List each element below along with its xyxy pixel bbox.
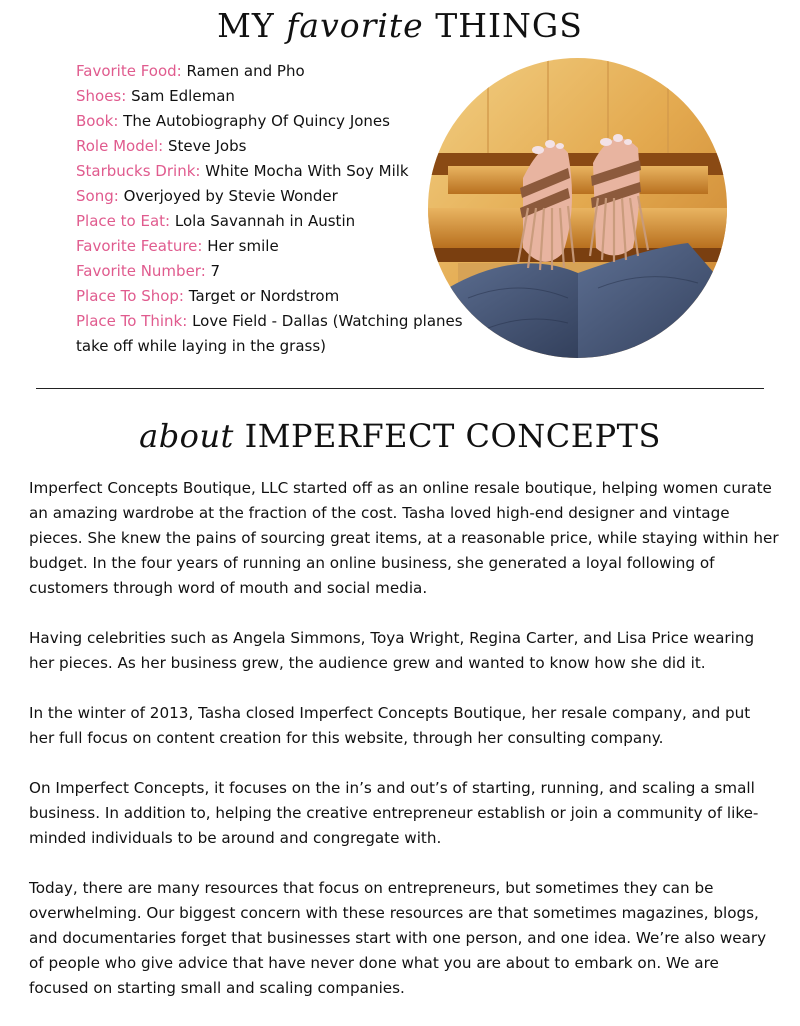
favorite-key: Place to Eat: <box>76 212 171 230</box>
favorite-value: White Mocha With Soy Milk <box>205 162 409 180</box>
section-divider <box>36 388 764 389</box>
about-paragraph: On Imperfect Concepts, it focuses on the in’s and out’s of starting, running, and scaling a small business. In addition to, helping the creative entrepreneur establish or join a community of like-minded individuals to be around and congregate with. <box>29 779 759 847</box>
about-title-rest: IMPERFECT CONCEPTS <box>244 417 661 455</box>
favorite-key: Book: <box>76 112 119 130</box>
feet-on-bench-photo <box>428 58 727 358</box>
about-paragraph: Having celebrities such as Angela Simmons, Toya Wright, Regina Carter, and Lisa Price wearing her pieces. As her business grew, the audience grew and wanted to know how she did it. <box>29 629 755 672</box>
favorite-value: The Autobiography Of Quincy Jones <box>123 112 390 130</box>
favorite-key: Shoes: <box>76 87 127 105</box>
favorites-list <box>76 59 476 359</box>
favorite-key: Place To Shop: <box>76 287 184 305</box>
about-body <box>29 476 779 1026</box>
favorites-title-pre: MY <box>217 6 275 45</box>
about-title-italic: about <box>139 417 234 455</box>
favorite-item <box>76 84 476 109</box>
about-paragraph: In the winter of 2013, Tasha closed Imperfect Concepts Boutique, her resale company, and put her full focus on content creation for this website, through her consulting company. <box>29 704 751 747</box>
favorite-value: Target or Nordstrom <box>188 287 340 305</box>
favorite-item <box>76 234 476 259</box>
favorite-value: Steve Jobs <box>167 137 247 155</box>
favorite-value: Overjoyed by Stevie Wonder <box>123 187 338 205</box>
favorite-value: Ramen and Pho <box>186 62 305 80</box>
favorite-key: Role Model: <box>76 137 164 155</box>
favorite-key: Favorite Food: <box>76 62 182 80</box>
about-paragraph: Imperfect Concepts Boutique, LLC started off as an online resale boutique, helping women curate an amazing wardrobe at the fraction of the cost. Tasha loved high-end designer and vintage pieces. She knew the pains of sourcing great items, at a reasonable price, while staying within her budget. In the four years of running an online business, she generated a loyal following of customers through word of mouth and social media. <box>29 479 779 597</box>
favorites-title-post: THINGS <box>435 6 583 45</box>
favorite-item <box>76 259 476 284</box>
photo-illustration <box>428 58 727 358</box>
favorite-key: Favorite Number: <box>76 262 206 280</box>
favorite-item <box>76 109 476 134</box>
favorite-key: Place To Think: <box>76 312 188 330</box>
favorite-value: Her smile <box>207 237 279 255</box>
favorite-value: Sam Edleman <box>131 87 235 105</box>
about-title <box>0 417 800 455</box>
favorite-key: Song: <box>76 187 119 205</box>
favorites-title-italic: favorite <box>286 6 424 45</box>
favorite-value: Love Field - Dallas (Watching planes take off while laying in the grass) <box>76 312 463 355</box>
favorite-item <box>76 209 476 234</box>
favorite-item <box>76 159 476 184</box>
favorite-item <box>76 184 476 209</box>
favorite-item <box>76 134 476 159</box>
favorites-title <box>0 6 800 45</box>
favorite-item <box>76 284 476 309</box>
about-paragraph: Today, there are many resources that focus on entrepreneurs, but sometimes they can be overwhelming. Our biggest concern with these resources are that sometimes magazines, blogs, and documentaries forget that businesses start with one person, and one idea. We’re also weary of people who give advice that have never done what you are about to embark on. We are focused on starting small and scaling companies. <box>29 879 767 997</box>
favorite-key: Starbucks Drink: <box>76 162 201 180</box>
favorite-value: 7 <box>210 262 221 280</box>
favorite-key: Favorite Feature: <box>76 237 203 255</box>
favorite-value: Lola Savannah in Austin <box>174 212 356 230</box>
favorite-item <box>76 309 476 359</box>
favorite-item <box>76 59 476 84</box>
